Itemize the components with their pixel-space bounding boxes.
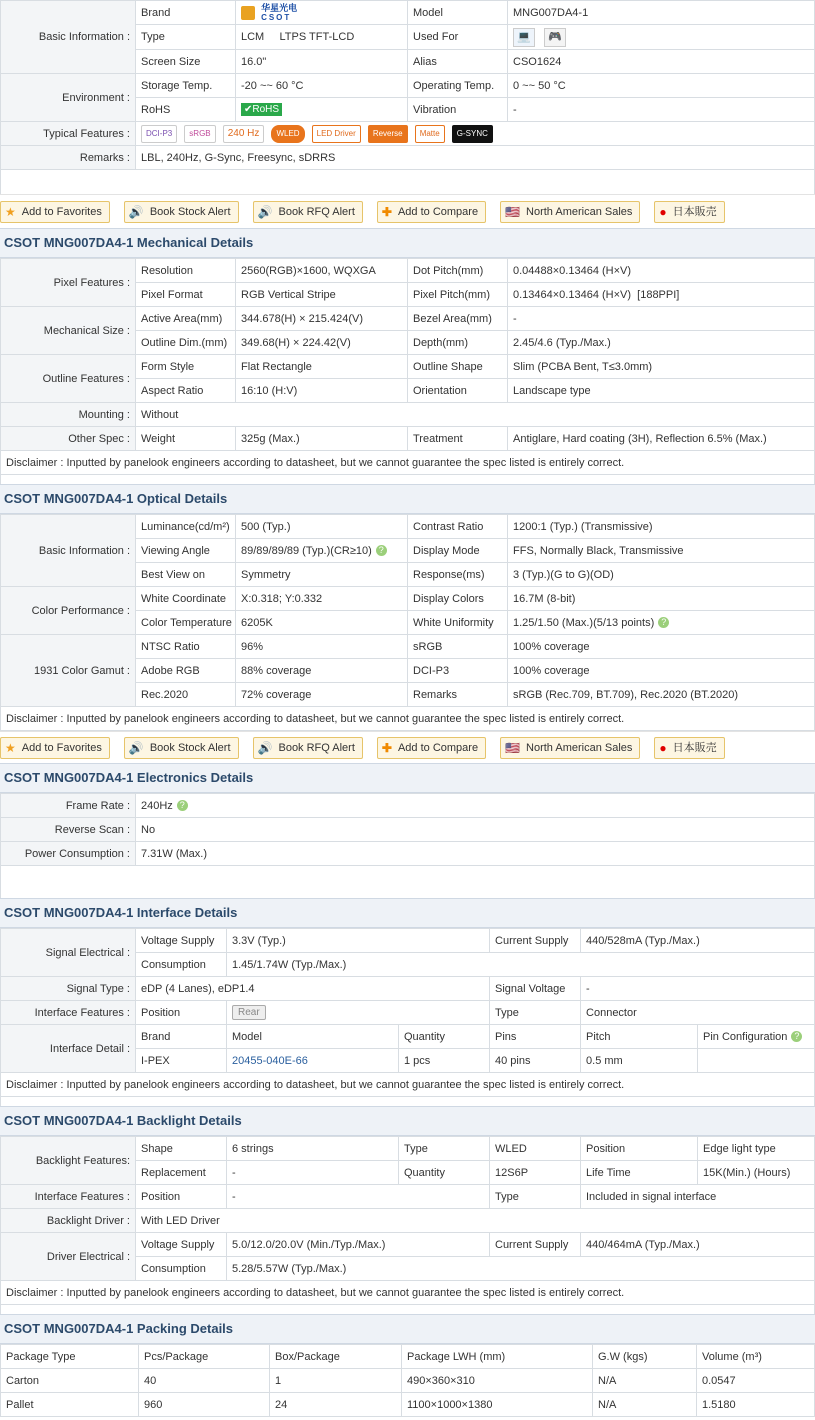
spec-key: Position [581, 1137, 698, 1161]
type-value: LCM LTPS TFT-LCD [236, 25, 408, 50]
display-mode-value: FFS, Normally Black, Transmissive [508, 539, 815, 563]
column-header: G.W (kgs) [593, 1345, 697, 1369]
spec-key: Current Supply [490, 929, 581, 953]
connector-brand-value: I-PEX [136, 1049, 227, 1073]
ntsc-value: 96% [236, 635, 408, 659]
spec-key: Depth(mm) [408, 331, 508, 355]
mechanical-size-label: Mechanical Size : [1, 307, 136, 355]
outline-shape-value: Slim (PCBA Bent, T≤3.0mm) [508, 355, 815, 379]
led-driver-badge[interactable]: LED Driver [312, 125, 361, 143]
spacer [0, 1305, 815, 1314]
column-header: Package LWH (mm) [402, 1345, 593, 1369]
driver-voltage-value: 5.0/12.0/20.0V (Min./Typ./Max.) [227, 1233, 490, 1257]
backlight-driver-value: With LED Driver [136, 1209, 815, 1233]
disclaimer: Disclaimer : Inputted by panelook engineers according to datasheet, but we cannot guarantee the spec listed is entirely correct. [1, 1281, 815, 1305]
driver-consumption-value: 5.28/5.57W (Typ./Max.) [227, 1257, 815, 1281]
add-to-favorites-button[interactable] [0, 737, 110, 759]
spec-key: Position [136, 1001, 227, 1025]
pin-config-header [698, 1025, 815, 1049]
mounting-value: Without [136, 403, 815, 427]
table-cell: Pallet [1, 1393, 139, 1417]
spec-key: Contrast Ratio [408, 515, 508, 539]
spec-key: Storage Temp. [136, 74, 236, 98]
japan-flag-icon: ● [659, 740, 667, 755]
spec-key: DCI-P3 [408, 659, 508, 683]
connector-quantity-value: 1 pcs [399, 1049, 490, 1073]
resolution-value: 2560(RGB)×1600, WQXGA [236, 259, 408, 283]
white-coordinate-value: X:0.318; Y:0.332 [236, 587, 408, 611]
rec2020-value: 72% coverage [236, 683, 408, 707]
brand-logo-cn: 华星光电 [261, 2, 298, 13]
spec-key: Display Mode [408, 539, 508, 563]
button-label: 日本販売 [672, 205, 717, 218]
column-header: Pin Configuration [703, 1030, 788, 1043]
wled-badge[interactable]: WLED [271, 125, 304, 143]
environment-label: Environment : [1, 74, 136, 122]
outline-dim-value: 349.68(H) × 224.42(V) [236, 331, 408, 355]
spec-key: Weight [136, 427, 236, 451]
reverse-scan-label: Reverse Scan : [1, 818, 136, 842]
spec-key: Operating Temp. [408, 74, 508, 98]
table-cell: 960 [139, 1393, 270, 1417]
spec-key: Dot Pitch(mm) [408, 259, 508, 283]
japan-sales-button[interactable] [654, 737, 724, 759]
display-colors-value: 16.7M (8-bit) [508, 587, 815, 611]
spec-key: Display Colors [408, 587, 508, 611]
spec-key: Consumption [136, 1257, 227, 1281]
spec-key: Type [490, 1185, 581, 1209]
action-bar [0, 731, 815, 763]
table-cell: N/A [593, 1393, 697, 1417]
table-row [1, 1393, 815, 1417]
spec-key: sRGB [408, 635, 508, 659]
spec-key: Bezel Area(mm) [408, 307, 508, 331]
column-header: Volume (m³) [697, 1345, 815, 1369]
spec-key: Pixel Format [136, 283, 236, 307]
driver-electrical-label: Driver Electrical : [1, 1233, 136, 1281]
brand-logo[interactable] [236, 1, 408, 25]
backlight-section-title: CSOT MNG007DA4-1 Backlight Details [0, 1106, 815, 1136]
backlight-table [0, 1136, 815, 1305]
add-to-favorites-button[interactable] [0, 201, 110, 223]
form-style-value: Flat Rectangle [236, 355, 408, 379]
interface-section-title: CSOT MNG007DA4-1 Interface Details [0, 898, 815, 928]
spec-key: Model [408, 1, 508, 25]
voltage-supply-value: 3.3V (Typ.) [227, 929, 490, 953]
viewing-angle-value: 89/89/89/89 (Typ.)(CR≥10) [241, 544, 372, 557]
electronics-section-title: CSOT MNG007DA4-1 Electronics Details [0, 763, 815, 793]
table-cell: 24 [270, 1393, 402, 1417]
packing-table [0, 1344, 815, 1417]
screen-size-value: 16.0" [236, 50, 408, 74]
shape-value: 6 strings [227, 1137, 399, 1161]
dot-pitch-value: 0.04488×0.13464 (H×V) [508, 259, 815, 283]
japan-flag-icon: ● [659, 204, 667, 219]
other-spec-label: Other Spec : [1, 427, 136, 451]
help-icon[interactable]: ? [658, 617, 669, 628]
spec-key: Shape [136, 1137, 227, 1161]
spec-key: Screen Size [136, 50, 236, 74]
column-header: Pitch [581, 1025, 698, 1049]
pixel-pitch-value: 0.13464×0.13464 (H×V) [188PPI] [508, 283, 815, 307]
matte-badge[interactable]: Matte [415, 125, 445, 143]
rohs-badge: ✔RoHS [241, 103, 282, 116]
interface-table [0, 928, 815, 1097]
backlight-interface-label: Interface Features : [1, 1185, 136, 1209]
spacer [0, 170, 815, 194]
outline-features-label: Outline Features : [1, 355, 136, 403]
column-header: Pins [490, 1025, 581, 1049]
rear-position-button[interactable]: Rear [232, 1005, 266, 1020]
speaker-icon: 🔊 [128, 204, 144, 219]
rohs-badge-label: RoHS [252, 104, 280, 115]
packing-section-title: CSOT MNG007DA4-1 Packing Details [0, 1314, 815, 1344]
spec-key: Consumption [136, 953, 227, 977]
book-rfq-alert-button[interactable] [253, 201, 363, 223]
help-icon[interactable]: ? [177, 800, 188, 811]
pin-config-value [698, 1049, 815, 1073]
button-label: Add to Favorites [21, 205, 102, 218]
gamut-remarks-value: sRGB (Rec.709, BT.709), Rec.2020 (BT.2020) [508, 683, 815, 707]
remarks-label: Remarks : [1, 146, 136, 170]
spec-key: RoHS [136, 98, 236, 122]
optical-table [0, 514, 815, 731]
spec-key: NTSC Ratio [136, 635, 236, 659]
column-header: Model [227, 1025, 399, 1049]
frame-rate-value: 240Hz [141, 799, 173, 812]
spec-key: Position [136, 1185, 227, 1209]
backlight-driver-label: Backlight Driver : [1, 1209, 136, 1233]
add-to-compare-button[interactable] [377, 737, 486, 759]
reverse-badge[interactable]: Reverse [368, 125, 408, 143]
spacer [0, 866, 815, 898]
connector-pitch-value: 0.5 mm [581, 1049, 698, 1073]
spec-key: Active Area(mm) [136, 307, 236, 331]
north-american-sales-button[interactable] [500, 201, 640, 223]
white-uniformity-cell [508, 611, 815, 635]
best-view-value: Symmetry [236, 563, 408, 587]
mounting-label: Mounting : [1, 403, 136, 427]
spec-key: Life Time [581, 1161, 698, 1185]
rohs-value [236, 98, 408, 122]
spacer [0, 1097, 815, 1106]
table-cell: 490×360×310 [402, 1369, 593, 1393]
button-label: Book RFQ Alert [278, 741, 355, 754]
table-row [1, 1369, 815, 1393]
led-quantity-value: 12S6P [490, 1161, 581, 1185]
typical-features-label: Typical Features : [1, 122, 136, 146]
dci-p3-badge[interactable]: DCI-P3 [141, 125, 177, 143]
spec-key: Voltage Supply [136, 1233, 227, 1257]
column-header: Quantity [399, 1025, 490, 1049]
backlight-features-label: Backlight Features: [1, 1137, 136, 1185]
north-american-sales-button[interactable] [500, 737, 640, 759]
column-header: Pcs/Package [139, 1345, 270, 1369]
connector-model-link[interactable]: 20455-040E-66 [227, 1049, 399, 1073]
spec-key: Remarks [408, 683, 508, 707]
interface-detail-label: Interface Detail : [1, 1025, 136, 1073]
model-value: MNG007DA4-1 [508, 1, 815, 25]
connector-pins-value: 40 pins [490, 1049, 581, 1073]
alias-value: CSO1624 [508, 50, 815, 74]
mechanical-section-title: CSOT MNG007DA4-1 Mechanical Details [0, 228, 815, 258]
vibration-value: - [508, 98, 815, 122]
srgb-value: 100% coverage [508, 635, 815, 659]
adobe-rgb-value: 88% coverage [236, 659, 408, 683]
star-icon: ★ [5, 204, 16, 219]
table-cell: 1100×1000×1380 [402, 1393, 593, 1417]
orientation-value: Landscape type [508, 379, 815, 403]
book-stock-alert-button[interactable] [124, 737, 239, 759]
help-icon[interactable]: ? [376, 545, 387, 556]
spec-key: Type [136, 25, 236, 50]
remarks-value: LBL, 240Hz, G-Sync, Freesync, sDRRS [136, 146, 815, 170]
spec-key: Type [490, 1001, 581, 1025]
spec-key: Aspect Ratio [136, 379, 236, 403]
notebook-icon[interactable]: 💻 [513, 28, 535, 47]
spec-key: Voltage Supply [136, 929, 227, 953]
color-temperature-value: 6205K [236, 611, 408, 635]
spec-key: Form Style [136, 355, 236, 379]
current-supply-value: 440/528mA (Typ./Max.) [581, 929, 815, 953]
interface-type-value: Connector [581, 1001, 815, 1025]
spec-key: Outline Shape [408, 355, 508, 379]
240hz-badge[interactable]: 240 Hz [223, 125, 265, 143]
luminance-value: 500 (Typ.) [236, 515, 408, 539]
action-bar [0, 194, 815, 228]
consumption-value: 1.45/1.74W (Typ./Max.) [227, 953, 815, 977]
typical-features-badges [136, 122, 815, 146]
spec-key: Treatment [408, 427, 508, 451]
pixel-format-value: RGB Vertical Stripe [236, 283, 408, 307]
used-for-icons [508, 25, 815, 50]
backlight-interface-position-value: - [227, 1185, 490, 1209]
dci-p3-value: 100% coverage [508, 659, 815, 683]
depth-value: 2.45/4.6 (Typ./Max.) [508, 331, 815, 355]
book-stock-alert-button[interactable] [124, 201, 239, 223]
us-flag-icon: 🇺🇸 [505, 204, 521, 219]
gaming-icon[interactable]: 🎮 [544, 28, 566, 47]
button-label: Book Stock Alert [149, 741, 231, 754]
table-cell: N/A [593, 1369, 697, 1393]
color-gamut-label: 1931 Color Gamut : [1, 635, 136, 707]
add-to-compare-button[interactable] [377, 201, 486, 223]
storage-temp-value: -20 ~~ 60 °C [236, 74, 408, 98]
basic-info-label: Basic Information : [1, 1, 136, 74]
disclaimer: Disclaimer : Inputted by panelook engineers according to datasheet, but we cannot guarantee the spec listed is entirely correct. [1, 1073, 815, 1097]
aspect-ratio-value: 16:10 (H:V) [236, 379, 408, 403]
life-time-value: 15K(Min.) (Hours) [698, 1161, 815, 1185]
power-consumption-value: 7.31W (Max.) [136, 842, 815, 866]
weight-value: 325g (Max.) [236, 427, 408, 451]
reverse-scan-value: No [136, 818, 815, 842]
optical-basic-label: Basic Information : [1, 515, 136, 587]
active-area-value: 344.678(H) × 215.424(V) [236, 307, 408, 331]
driver-current-value: 440/464mA (Typ./Max.) [581, 1233, 815, 1257]
spec-key: Pixel Pitch(mm) [408, 283, 508, 307]
frame-rate-label: Frame Rate : [1, 794, 136, 818]
signal-type-label: Signal Type : [1, 977, 136, 1001]
spec-key: Replacement [136, 1161, 227, 1185]
table-cell: 40 [139, 1369, 270, 1393]
gsync-badge[interactable]: G-SYNC [452, 125, 493, 143]
star-icon: ★ [5, 740, 16, 755]
spec-key: White Uniformity [408, 611, 508, 635]
button-label: Add to Compare [397, 205, 479, 218]
spec-key: Alias [408, 50, 508, 74]
book-rfq-alert-button[interactable] [253, 737, 363, 759]
general-spec-table [0, 0, 815, 170]
spec-key: Signal Voltage [490, 977, 581, 1001]
spec-key: White Coordinate [136, 587, 236, 611]
spec-key: Brand [136, 1, 236, 25]
disclaimer: Disclaimer : Inputted by panelook engineers according to datasheet, but we cannot guarantee the spec listed is entirely correct. [1, 451, 815, 475]
backlight-type-value: WLED [490, 1137, 581, 1161]
signal-electrical-label: Signal Electrical : [1, 929, 136, 977]
column-header: Package Type [1, 1345, 139, 1369]
column-header: Brand [136, 1025, 227, 1049]
mechanical-table [0, 258, 815, 475]
spec-key: Color Temperature [136, 611, 236, 635]
spec-key: Luminance(cd/m²) [136, 515, 236, 539]
contrast-ratio-value: 1200:1 (Typ.) (Transmissive) [508, 515, 815, 539]
spec-key: Response(ms) [408, 563, 508, 587]
spec-key: Current Supply [490, 1233, 581, 1257]
disclaimer: Disclaimer : Inputted by panelook engineers according to datasheet, but we cannot guarantee the spec listed is entirely correct. [1, 707, 815, 731]
spec-key: Orientation [408, 379, 508, 403]
button-label: Add to Compare [397, 741, 479, 754]
backlight-interface-type-value: Included in signal interface [581, 1185, 815, 1209]
table-cell: 0.0547 [697, 1369, 815, 1393]
treatment-value: Antiglare, Hard coating (3H), Reflection 6.5% (Max.) [508, 427, 815, 451]
brand-logo-en: CSOT [261, 12, 292, 22]
spec-key: Outline Dim.(mm) [136, 331, 236, 355]
interface-features-label: Interface Features : [1, 1001, 136, 1025]
button-label: Book RFQ Alert [278, 205, 355, 218]
help-icon[interactable]: ? [791, 1031, 802, 1042]
spacer [0, 475, 815, 484]
speaker-icon: 🔊 [257, 204, 273, 219]
table-cell: 1.5180 [697, 1393, 815, 1417]
column-header: Box/Package [270, 1345, 402, 1369]
plus-icon: ✚ [381, 740, 392, 755]
electronics-table [0, 793, 815, 866]
button-label: 日本販売 [672, 741, 717, 754]
position-cell [227, 1001, 490, 1025]
operating-temp-value: 0 ~~ 50 °C [508, 74, 815, 98]
button-label: North American Sales [526, 205, 633, 218]
spec-key: Adobe RGB [136, 659, 236, 683]
spec-key: Vibration [408, 98, 508, 122]
spec-key: Viewing Angle [136, 539, 236, 563]
pixel-features-label: Pixel Features : [1, 259, 136, 307]
power-consumption-label: Power Consumption : [1, 842, 136, 866]
table-cell: 1 [270, 1369, 402, 1393]
us-flag-icon: 🇺🇸 [505, 740, 521, 755]
button-label: Book Stock Alert [149, 205, 231, 218]
response-value: 3 (Typ.)(G to G)(OD) [508, 563, 815, 587]
srgb-badge[interactable]: sRGB [184, 125, 215, 143]
table-header-row [1, 1345, 815, 1369]
plus-icon: ✚ [381, 204, 392, 219]
spec-key: Best View on [136, 563, 236, 587]
spec-key: Type [399, 1137, 490, 1161]
frame-rate-cell [136, 794, 815, 818]
csot-logo-icon [241, 6, 255, 20]
bezel-area-value: - [508, 307, 815, 331]
signal-voltage-value: - [581, 977, 815, 1001]
color-performance-label: Color Performance : [1, 587, 136, 635]
signal-type-value: eDP (4 Lanes), eDP1.4 [136, 977, 490, 1001]
japan-sales-button[interactable] [654, 201, 724, 223]
spec-key: Used For [408, 25, 508, 50]
backlight-position-value: Edge light type [698, 1137, 815, 1161]
viewing-angle-cell [236, 539, 408, 563]
replacement-value: - [227, 1161, 399, 1185]
spec-key: Rec.2020 [136, 683, 236, 707]
spec-key: Resolution [136, 259, 236, 283]
speaker-icon: 🔊 [257, 740, 273, 755]
speaker-icon: 🔊 [128, 740, 144, 755]
spec-key: Quantity [399, 1161, 490, 1185]
button-label: Add to Favorites [21, 741, 102, 754]
optical-section-title: CSOT MNG007DA4-1 Optical Details [0, 484, 815, 514]
table-cell: Carton [1, 1369, 139, 1393]
white-uniformity-value: 1.25/1.50 (Max.)(5/13 points) [513, 616, 655, 629]
button-label: North American Sales [526, 741, 633, 754]
